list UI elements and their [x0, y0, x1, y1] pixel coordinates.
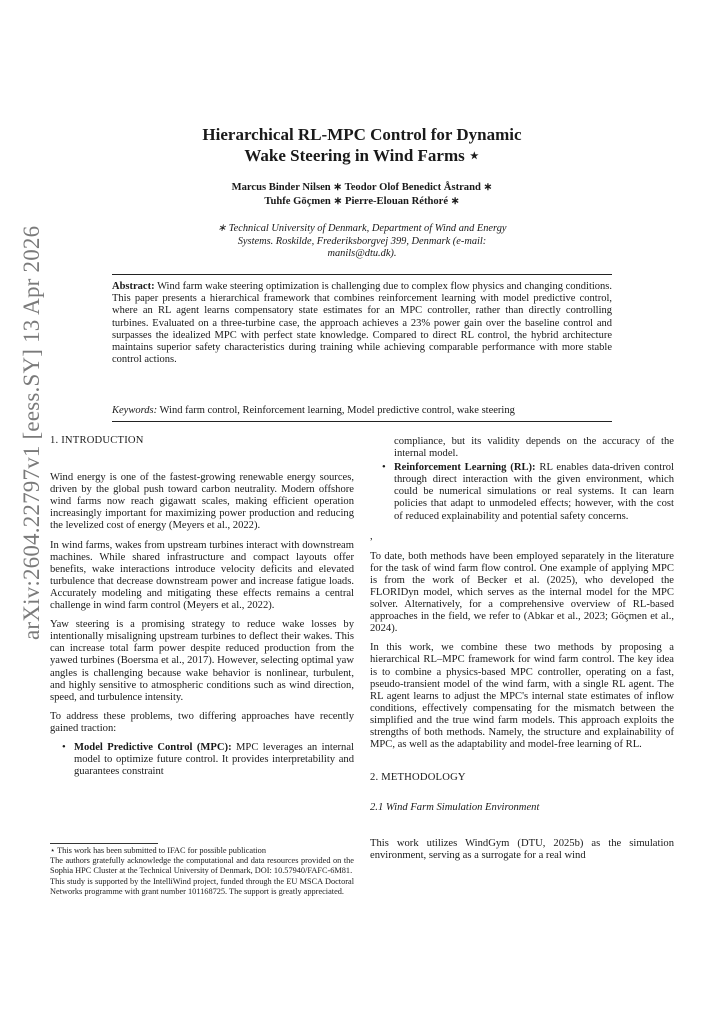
- bullet-rl-label: Reinforcement Learning (RL):: [394, 462, 536, 474]
- bullet-mpc: [50, 742, 354, 778]
- right-column: [370, 436, 674, 870]
- bullet-dot: •: [62, 741, 66, 753]
- bullet-mpc-continued-text: compliance, but its validity depends on the accuracy of the internal model.: [394, 436, 674, 460]
- bullet-dot: •: [382, 462, 386, 474]
- bullet-mpc-continued: [370, 436, 674, 460]
- right-paragraph-3: This work utilizes WindGym (DTU, 2025b) as the simulation environment, serving as a surrogate for a real wind: [370, 838, 674, 862]
- intro-paragraph-2: In wind farms, wakes from upstream turbines interact with downstream machines. While shared infrastructure and compact layouts offer benefits, wake interactions introduce velocity deficits and elevated turbulence that decrease downstream power and increase fatigue loads. Accurately modeling and mitigating these effects remains a central challenge in wind farm control (Meyers et al., 2022).: [50, 539, 354, 612]
- affiliation: [160, 223, 564, 261]
- title-line-1: Hierarchical RL-MPC Control for Dynamic: [202, 125, 522, 144]
- bullet-mpc-text: MPC leverages an internal model to optimize future control. It provides interpretability and guarantees constraint: [74, 741, 354, 778]
- affiliation-line-1: ∗ Technical University of Denmark, Department of Wind and Energy: [217, 223, 507, 234]
- footnote-3: This study is supported by the IntelliWind project, funded through the EU MSCA Doctoral Networks programme with grant number 101168725. The support is greatly appreciated.: [50, 876, 354, 896]
- keywords-label: Keywords:: [112, 405, 158, 416]
- keywords: [112, 405, 612, 417]
- abstract-text: Wind farm wake steering optimization is challenging due to complex flow physics and changing conditions. This paper presents a hierarchical framework that combines reinforcement learning with model predictive control, where an RL agent learns compensatory state estimates for an MPC controller, rather than directly controlling turbines. Evaluated on a three-turbine case, the approach achieves a 23% power gain over the baseline control and surpasses the idealized MPC with perfect state knowledge. Compared to direct RL control, the hybrid architecture maintains superior safety characteristics during training while achieving comparable performance with more stable control actions.: [112, 281, 612, 366]
- footnote-1: ⋆ This work has been submitted to IFAC for possible publication: [50, 846, 266, 855]
- arxiv-stamp: arXiv:2604.22797v1 [eess.SY] 13 Apr 2026: [19, 225, 44, 640]
- title-line-2: Wake Steering in Wind Farms ⋆: [244, 146, 480, 165]
- abstract-label: Abstract:: [112, 281, 155, 292]
- section-heading-introduction: 1. INTRODUCTION: [50, 435, 144, 446]
- right-paragraph-1: To date, both methods have been employed separately in the literature for the task of wind farm flow control. One example of applying MPC is from the work of Becker et al. (2025), who developed the FLORIDyn model, which serves as the internal model for the MPC solver. Alternatively, for a comprehensive overview of RL-based approaches in the field, we refer to (Abkar et al., 2023; Göçmen et al., 2024).: [370, 550, 674, 635]
- authors-line-1: Marcus Binder Nilsen ∗ Teodor Olof Benedict Åstrand ∗: [231, 182, 493, 193]
- subsection-heading: 2.1 Wind Farm Simulation Environment: [370, 802, 540, 814]
- section-heading-methodology: 2. METHODOLOGY: [370, 772, 466, 784]
- right-paragraph-2: In this work, we combine these two methods by proposing a hierarchical RL–MPC framework for wind farm control. The key idea is to combine a physics-based MPC controller, operating on a fast, pseudo-transient model of the wind farm, with a single RL agent. The RL agent learns to adjust the MPC's internal state estimates of inflow conditions, effectively compensating for the mismatch between the simplified and the true wind farm models. This approach exploits the strengths of both methods. Namely, the structure and explainability of MPC, as well as the adaptability and model-free learning of RL.: [370, 642, 674, 751]
- intro-paragraph-4: To address these problems, two differing approaches have recently gained traction:: [50, 710, 354, 734]
- keywords-bottom-rule: [112, 421, 612, 422]
- abstract: [112, 281, 612, 366]
- bullet-mpc-label: Model Predictive Control (MPC):: [74, 741, 232, 753]
- abstract-top-rule: [112, 274, 612, 275]
- keywords-text: Wind farm control, Reinforcement learning, Model predictive control, wake steering: [157, 405, 515, 416]
- authors-line-2: Tuhfe Göçmen ∗ Pierre-Elouan Réthoré ∗: [264, 195, 460, 207]
- footnote-rule: [50, 843, 158, 844]
- affiliation-line-3: manils@dtu.dk).: [327, 248, 397, 259]
- bullet-rl-text: RL enables data-driven control through direct interaction with the given environment, which could be numerical simulations or real systems. It can learn policies that adapt to unmodeled effects; however, with the cost of reduced explainability and potential safety concerns.: [394, 462, 674, 522]
- left-column: [50, 435, 354, 785]
- author-list: [120, 181, 604, 208]
- intro-paragraph-3: Yaw steering is a promising strategy to reduce wake losses by intentionally misaligning upstream turbines to deflect their wakes. This can increase total farm power despite reduced production from the yawed turbines (Boersma et al., 2017). However, selecting optimal yaw angles is challenging because wake behavior is nonlinear, turbulent, and highly sensitive to atmospheric conditions such as wind direction, speed, and turbulence intensity.: [50, 619, 354, 703]
- stray-comma: ,: [370, 530, 373, 542]
- footnotes: [50, 846, 354, 897]
- paper-title: [120, 124, 604, 166]
- bullet-rl: [370, 462, 674, 522]
- affiliation-line-2: Systems. Roskilde, Frederiksborgvej 399, Denmark (e-mail:: [237, 235, 487, 247]
- intro-paragraph-1: Wind energy is one of the fastest-growing renewable energy sources, driven by the global push toward carbon neutrality. Modern offshore wind farms now reach gigawatt scales, making efficient operation increasingly important for maximizing power production and reducing the levelized cost of energy (Meyers et al., 2022).: [50, 472, 354, 532]
- footnote-2: The authors gratefully acknowledge the computational and data resources provided on the Sophia HPC Cluster at the Technical University of Denmark, DOI: 10.57940/FAFC-6M81.: [50, 856, 354, 876]
